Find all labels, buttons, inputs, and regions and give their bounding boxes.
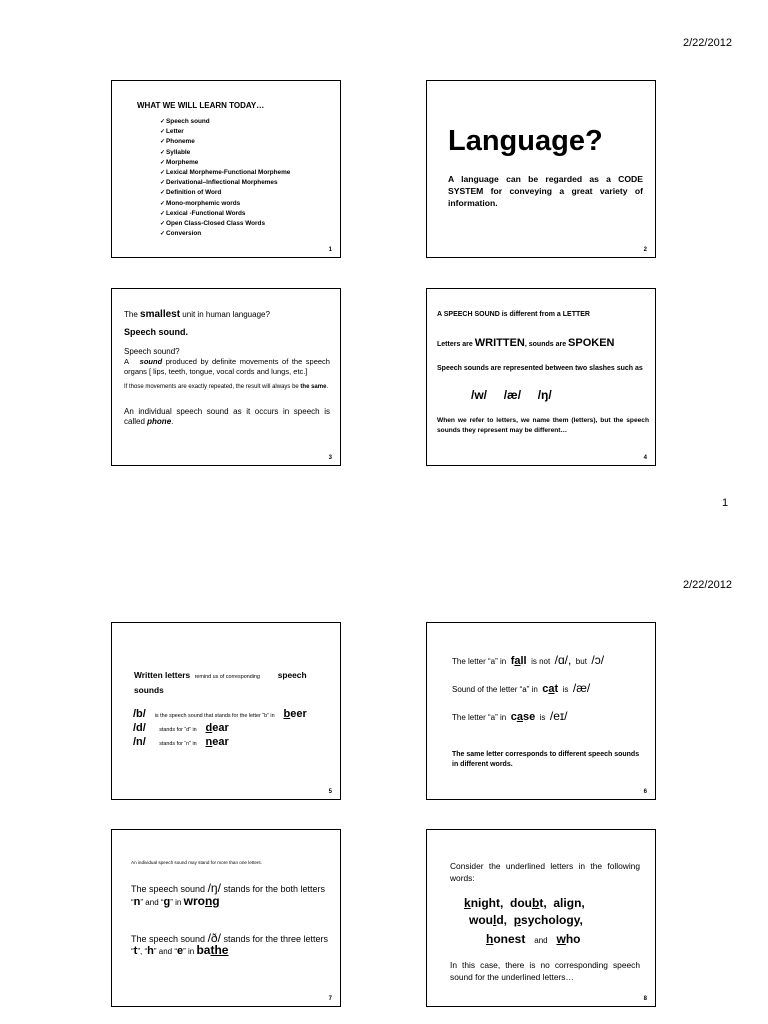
slide-4: [426, 288, 656, 466]
slide-6-note: The same letter corresponds to different speech sounds in different words.: [452, 751, 640, 768]
slide-7-line-1: The speech sound /ŋ/ stands for the both letters: [131, 881, 325, 895]
slide-5-intro: Written letters remind us of corresponding speech sounds: [134, 670, 307, 695]
slide-1: [111, 80, 341, 258]
page-1-number: 1: [722, 497, 729, 509]
slide-8: [426, 829, 656, 1007]
slide-5-row: /b/ is the speech sound that stands for the letter “b” in beer: [133, 708, 307, 720]
slide-3-question-2: Speech sound?: [124, 347, 180, 356]
checklist-item: ✓ Mono-morphemic words: [160, 199, 290, 209]
checklist-item: ✓ Letter: [160, 127, 290, 137]
slide-8-conclusion: In this case, there is no corresponding speech sound for the underlined letters…: [450, 960, 640, 982]
slide-7-line-3: The speech sound /ð/ stands for the three letters: [131, 931, 328, 945]
slide-4-symbols: [471, 388, 552, 402]
slide-6-row-3: The letter “a” in case is /eɪ/: [452, 709, 568, 723]
symbol: /ŋ/: [537, 388, 552, 402]
slide-4-letters-line: Letters are WRITTEN, sounds are SPOKEN: [437, 337, 615, 349]
slide-number: 5: [328, 789, 332, 795]
slide-3-question: The smallest unit in human language?: [124, 309, 270, 320]
page-2-date: 2/22/2012: [683, 579, 732, 591]
slide-3-definition: A sound produced by definite movements of the speech organs [ lips, teeth, tongue, vocal cords and lungs, etc.]: [124, 357, 330, 376]
slide-1-checklist: [160, 117, 290, 239]
slide-8-words-line-2: would, psychology,: [469, 913, 583, 927]
slide-2-title: Language?: [448, 125, 603, 157]
slide-4-representation: Speech sounds are represented between two slashes such as: [437, 365, 643, 372]
slide-number: 8: [643, 996, 647, 1002]
slide-3-repeat-note: If those movements are exactly repeated, the result will always be the same.: [124, 384, 329, 390]
slide-8-words-line-3: honest and who: [486, 932, 581, 946]
slide-number: 3: [328, 455, 332, 461]
slide-3-phone-definition: An individual speech sound as it occurs in speech is called phone.: [124, 407, 330, 426]
slide-number: 4: [643, 455, 647, 461]
slide-6-row-1: The letter “a” in fall is not /ɑ/, but /ɔ/: [452, 653, 605, 667]
slide-number: 1: [328, 247, 332, 253]
checklist-item: ✓ Morpheme: [160, 158, 290, 168]
checklist-item: ✓ Lexical -Functional Words: [160, 209, 290, 219]
slide-number: 7: [328, 996, 332, 1002]
checklist-item: ✓ Speech sound: [160, 117, 290, 127]
slide-number: 6: [643, 789, 647, 795]
slide-2-body: A language can be regarded as a CODE SYSTEM for conveying a great variety of information.: [448, 174, 643, 208]
slide-1-title: WHAT WE WILL LEARN TODAY…: [137, 101, 265, 110]
slide-8-intro: Consider the underlined letters in the following words:: [450, 861, 640, 883]
checklist-item: ✓ Phoneme: [160, 137, 290, 147]
slide-2: [426, 80, 656, 258]
slide-number: 2: [643, 247, 647, 253]
slide-4-note: When we refer to letters, we name them (letters), but the speech sounds they represent may be different…: [437, 417, 649, 434]
checklist-item: ✓ Definition of Word: [160, 188, 290, 198]
checklist-item: ✓ Syllable: [160, 148, 290, 158]
checklist-item: ✓ Derivational–Inflectional Morphemes: [160, 178, 290, 188]
slide-3: [111, 288, 341, 466]
slide-7-line-4: “t”, “h” and “e” in bathe: [131, 943, 229, 957]
slide-7-small-note: An individual speech sound may stand for more than one letters.: [131, 860, 262, 865]
slide-5-row: /d/ stands for “d” in dear: [133, 722, 229, 734]
slide-7: [111, 829, 341, 1007]
slide-6-row-2: Sound of the letter “a” in cat is /æ/: [452, 681, 591, 695]
slide-6: [426, 622, 656, 800]
slide-8-words-line-1: knight, doubt, align,: [464, 896, 585, 910]
slide-5: [111, 622, 341, 800]
slide-3-answer: Speech sound.: [124, 327, 189, 337]
symbol: /w/: [471, 388, 488, 402]
checklist-item: ✓ Open Class-Closed Class Words: [160, 219, 290, 229]
slide-7-line-2: “n” and “g” in wrong: [131, 894, 220, 908]
page-1-date: 2/22/2012: [683, 37, 732, 49]
symbol: /æ/: [503, 388, 522, 402]
slide-5-row: /n/ stands for “n” in near: [133, 736, 229, 748]
checklist-item: ✓ Conversion: [160, 229, 290, 239]
slide-4-title: A SPEECH SOUND is different from a LETTER: [437, 311, 590, 318]
checklist-item: ✓ Lexical Morpheme-Functional Morpheme: [160, 168, 290, 178]
